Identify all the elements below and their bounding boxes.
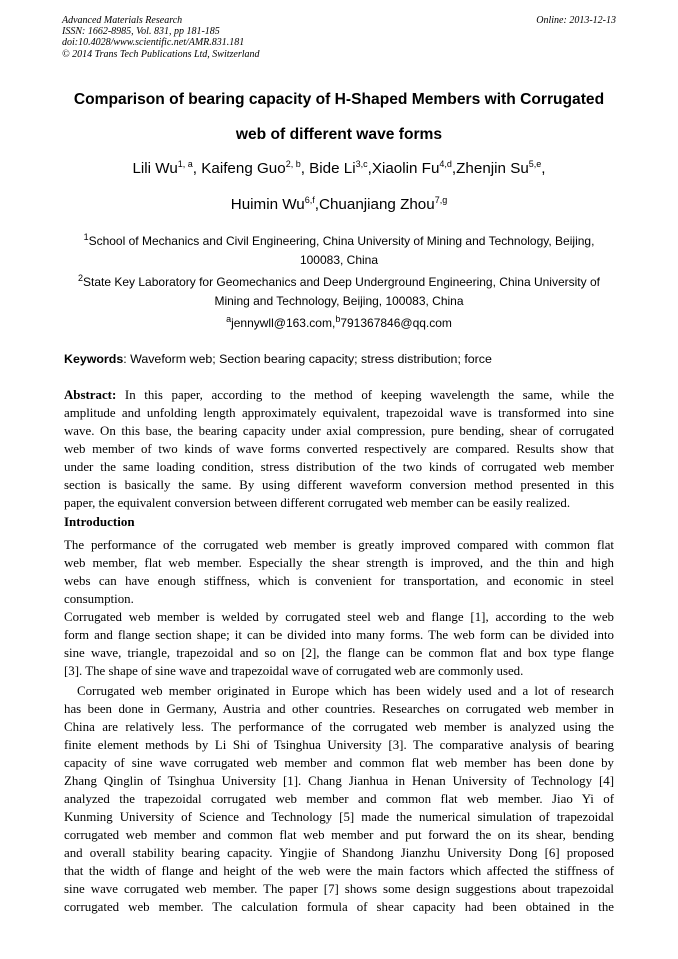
- paragraph-line: sine wave corrugated web member. The paper [7] shows some design suggestions about trapezoidal: [64, 882, 614, 896]
- paragraph-line: Corrugated web member originated in Europe which has been widely used and a lot of research: [77, 684, 614, 698]
- issn-line: ISSN: 1662-8985, Vol. 831, pp 181-185: [62, 26, 220, 38]
- abstract-line: wave. On this base, the bearing capacity under axial compression, pure bending, shear of corrugated: [64, 424, 614, 438]
- abstract-line: amplitude and unfolding length approximately equivalent, trapezoidal wave is transformed into sine: [64, 406, 614, 420]
- author-sup: 6,f: [304, 194, 315, 205]
- author-name: Bide Li: [309, 160, 356, 177]
- copyright-line: © 2014 Trans Tech Publications Ltd, Switzerland: [62, 48, 260, 60]
- author-sup: 2, b: [285, 158, 301, 169]
- abstract-line: under the same loading condition, stress distribution of the two kinds of corrugated web member: [64, 460, 614, 474]
- abstract: [64, 386, 614, 512]
- paragraph-line: finite element methods by Li Shi of Tsinghua University [3]. The comparative analysis of bearing: [64, 738, 614, 752]
- paragraph-line: web member, flat web member. Especially the shear strength is improved, and the thin and high: [64, 556, 614, 570]
- journal-name: Advanced Materials Research: [62, 15, 183, 26]
- paragraph-line: that the width of flange and height of the web were the main factors which affected the stiffness of: [64, 864, 614, 878]
- paragraph-line: has been done in Germany, Austria and other countries. Researches on corrugated web member in: [64, 702, 614, 716]
- affiliation-sup: 2: [78, 273, 84, 283]
- abstract-line: In this paper, according to the method of keeping wavelength the same, while the: [116, 388, 614, 402]
- author-sup: 7,g: [434, 194, 448, 205]
- paragraph-line: Corrugated web member is welded by corrugated steel web and flange [1], according to the web: [64, 610, 614, 624]
- abstract-label: Abstract:: [64, 388, 117, 402]
- journal-header: [62, 15, 616, 60]
- paragraph-line: corrugated web member. The calculation formula of shear capacity had been obtained in the: [64, 900, 614, 914]
- author-list-line-1: Lili Wu$^{1, a}$, Kaifeng Guo$^{2, b}$, Bide Li$^{3,c}$,Xiaolin Fu$^{4,d}$,Zhenjin Su$^{5,e}$,: [132, 158, 546, 177]
- paper-title-line-1: Comparison of bearing capacity of H-Shaped Members with Corrugated: [73, 91, 605, 108]
- affiliation-1-line-2: 100083, China: [299, 252, 379, 267]
- keywords-text: : Waveform web; Section bearing capacity; stress distribution; force: [123, 352, 492, 366]
- abstract-line: section is basically the same. By using different waveform conversion method presented in this: [64, 478, 614, 492]
- email-sup: b: [335, 314, 341, 324]
- author-name: Lili Wu: [132, 160, 178, 177]
- affiliation-sup: 1: [83, 232, 89, 242]
- section-heading-introduction: Introduction: [64, 514, 135, 529]
- paragraph-line: webs can have enough stiffness, which is convenient for transportation, and economic in steel: [64, 574, 614, 588]
- paragraph-line: and overall stability bearing capacity. Yingjie of Shandong Jianzhu University Dong [6] proposed: [64, 846, 614, 860]
- paragraph-line: form and flange section shape; it can be divided into many forms. The web form can be divided into: [64, 628, 614, 642]
- keywords-label: Keywords: [64, 352, 124, 366]
- author-name: Huimin Wu: [230, 196, 305, 213]
- paragraph-line: [3]. The shape of sine wave and trapezoidal wave of corrugated web are commonly used.: [64, 664, 524, 678]
- author-sup: 5,e: [528, 158, 542, 169]
- paragraph-line: Kunming University of Science and Technology [5] made the numerical simulation of trapezoidal: [64, 810, 614, 824]
- doi-line: doi:10.4028/www.scientific.net/AMR.831.181: [62, 37, 245, 49]
- paragraph-line: Zhang Qinglin of Tsinghua University [1]. Chang Jianhua in Henan University of Technology [4]: [64, 774, 614, 788]
- author-emails: [40, 316, 638, 330]
- author-name: Chuanjiang Zhou: [319, 196, 435, 213]
- author-list-line-2: Huimin Wu$^{6,f}$,Chuanjiang Zhou$^{7,g}$: [230, 194, 448, 213]
- intro-paragraph-3: [64, 682, 614, 916]
- abstract-line: paper, the equivalent conversion between different corrugated web member can be easily realized.: [64, 496, 571, 510]
- abstract-line: web member of two kinds of wave forms converted respectively are compared. Results show that: [64, 442, 614, 456]
- affiliation-2-line-1: State Key Laboratory for Geomechanics and Deep Underground Engineering, China University of: [83, 275, 600, 289]
- author-name: Kaifeng Guo: [201, 160, 286, 177]
- affiliation-2-line-2: Mining and Technology, Beijing, 100083, China: [214, 293, 464, 308]
- paper-title-line-2: web of different wave forms: [235, 126, 443, 143]
- paragraph-line: corrugated web member and common flat web member and put forward the on its shear, bending: [64, 828, 614, 842]
- author-sup: 4,d: [439, 158, 452, 169]
- author-sup: 1, a: [177, 158, 193, 169]
- email-sup: a: [226, 314, 232, 324]
- author-sup: 3,c: [355, 158, 368, 169]
- author-name: Xiaolin Fu: [371, 160, 440, 177]
- author-name: Zhenjin Su: [456, 160, 529, 177]
- paragraph-line: sine wave, triangle, trapezoidal and so on [2], the flange can be common flat and box type flange: [64, 646, 614, 660]
- intro-paragraph-1: [64, 536, 614, 608]
- keywords: [64, 352, 616, 366]
- paragraph-line: capacity of sine wave corrugated web member and common flat web member has been done by: [64, 756, 614, 770]
- email-link-a[interactable]: jennywll@163.com,: [231, 316, 336, 330]
- online-date: Online: 2013-12-13: [536, 15, 616, 26]
- email-link-b[interactable]: 791367846@qq.com: [340, 316, 452, 330]
- paragraph-line: The performance of the corrugated web member is greatly improved compared with common flat: [64, 538, 614, 552]
- affiliation-1-line-1: School of Mechanics and Civil Engineering, China University of Mining and Technology, Beijing,: [88, 234, 595, 248]
- paragraph-line: China are relatively less. The performance of the corrugated web member is analyzed using the: [64, 720, 614, 734]
- paragraph-line: analyzed the trapezoidal corrugated web member and common flat web member. Jiao Yi of: [64, 792, 614, 806]
- paragraph-line: consumption.: [64, 592, 134, 606]
- affiliation-2: [64, 273, 614, 310]
- intro-paragraph-2: [64, 608, 614, 680]
- affiliation-1: [64, 232, 614, 269]
